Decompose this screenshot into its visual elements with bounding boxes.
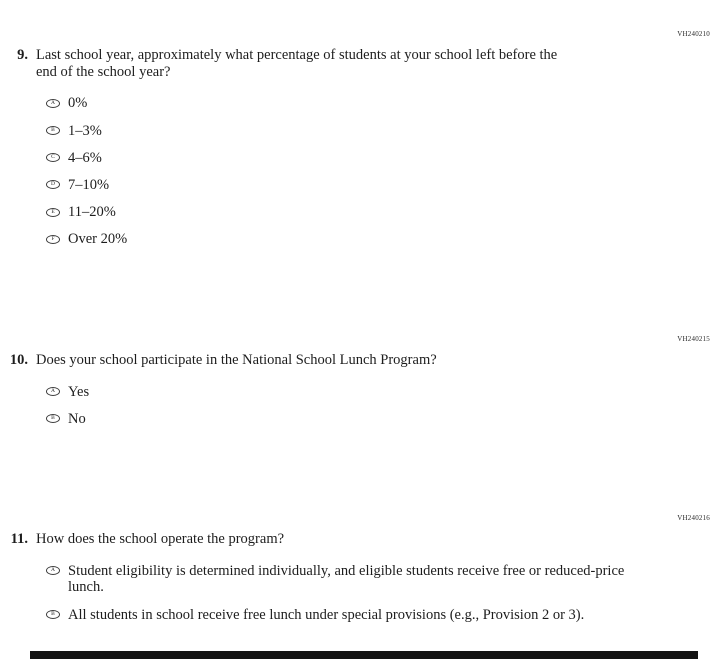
option-label: Over 20%: [68, 231, 128, 248]
option-label: 1–3%: [68, 122, 102, 139]
option-label: 7–10%: [68, 176, 110, 193]
question-10-options: [46, 384, 728, 428]
question-code: VH240216: [677, 514, 710, 522]
option-label: Student eligibility is determined individually, and eligible students receive free or reduced-price lunch.: [68, 562, 625, 596]
answer-bubble-radio[interactable]: [46, 180, 60, 189]
answer-bubble-radio[interactable]: [46, 387, 60, 396]
option-row: [46, 563, 728, 596]
question-text: Does your school participate in the National School Lunch Program?: [36, 352, 437, 368]
question-11-options: [46, 563, 728, 624]
option-row: [46, 123, 728, 140]
answer-bubble-radio[interactable]: [46, 566, 60, 575]
question-number: 11.: [10, 531, 28, 547]
option-row: [46, 204, 728, 221]
bubble-letter: B: [51, 127, 55, 134]
option-label: 11–20%: [68, 204, 116, 221]
option-row: [46, 411, 728, 428]
bubble-letter: D: [51, 181, 55, 188]
bubble-letter: F: [51, 235, 55, 242]
bubble-letter: C: [51, 154, 55, 161]
bubble-letter: E: [51, 208, 55, 215]
question-text: How does the school operate the program?: [36, 531, 285, 547]
option-label: 4–6%: [68, 149, 102, 166]
question-number: 9.: [17, 47, 28, 63]
bubble-letter: B: [51, 415, 55, 422]
option-label: All students in school receive free lunch under special provisions (e.g., Provision 2 or 3).: [68, 606, 585, 623]
answer-bubble-radio[interactable]: [46, 99, 60, 108]
question-text: Last school year, approximately what percentage of students at your school left before the end of the school year?: [36, 47, 558, 80]
option-row: [46, 607, 728, 624]
question-code: VH240210: [677, 30, 710, 38]
option-row: [46, 384, 728, 401]
question-9: [0, 30, 728, 248]
page-footer-bar: [30, 651, 698, 659]
option-label: No: [68, 410, 86, 427]
question-number: 10.: [9, 352, 28, 368]
option-row: [46, 150, 728, 167]
bubble-letter: B: [51, 611, 55, 618]
option-row: [46, 177, 728, 194]
answer-bubble-radio[interactable]: [46, 208, 60, 217]
answer-bubble-radio[interactable]: [46, 126, 60, 135]
question-10: [0, 335, 728, 428]
bubble-letter: A: [51, 388, 55, 395]
option-row: [46, 231, 728, 248]
option-row: [46, 95, 728, 112]
question-code: VH240215: [677, 335, 710, 343]
option-label: Yes: [68, 383, 90, 400]
answer-bubble-radio[interactable]: [46, 235, 60, 244]
option-label: 0%: [68, 95, 88, 112]
bubble-letter: A: [51, 99, 55, 106]
question-11: [0, 514, 728, 623]
answer-bubble-radio[interactable]: [46, 414, 60, 423]
answer-bubble-radio[interactable]: [46, 153, 60, 162]
answer-bubble-radio[interactable]: [46, 610, 60, 619]
bubble-letter: A: [51, 567, 55, 574]
question-9-options: [46, 95, 728, 248]
